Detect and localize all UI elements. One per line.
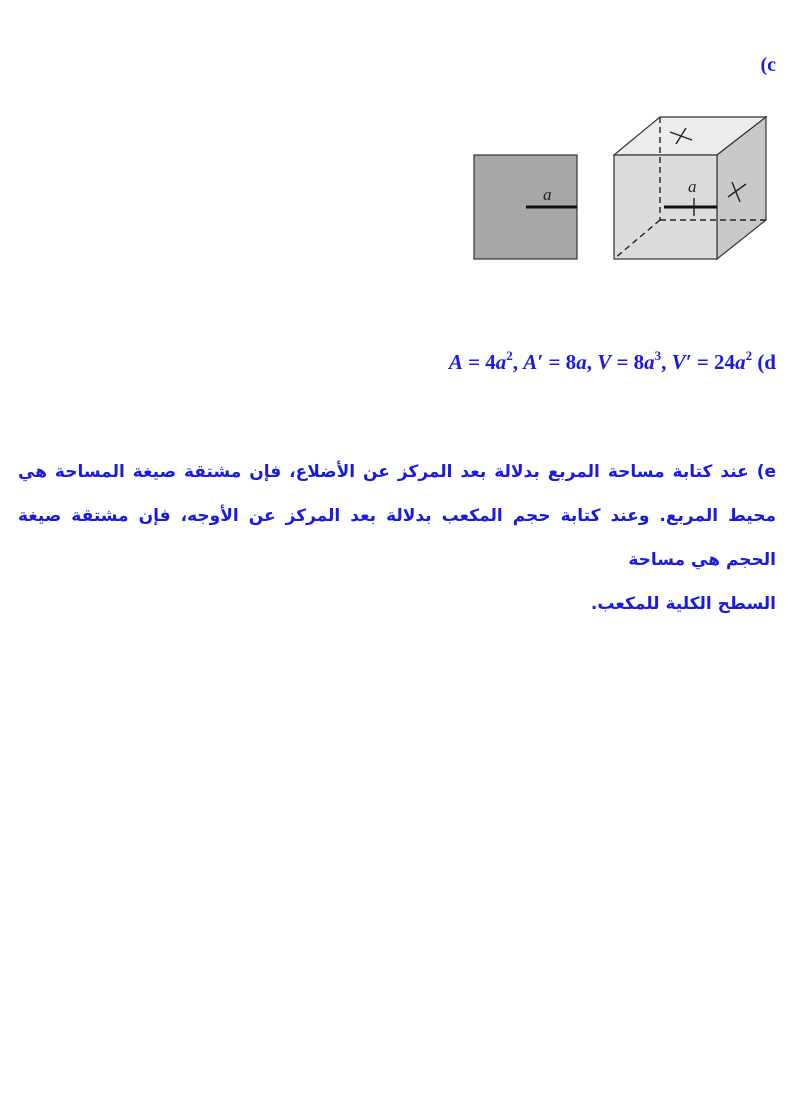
formula-a2: a [576, 350, 587, 374]
formula-eq1: = 4 [462, 350, 496, 374]
formula-eq2: = 8 [543, 350, 577, 374]
part-d-label: (d [757, 350, 776, 374]
formula-eq3: = 8 [611, 350, 645, 374]
formula-a1: a [495, 350, 507, 374]
formula-a4: a [735, 350, 746, 374]
square-label: a [543, 185, 552, 204]
formula-sep1: , [512, 350, 524, 374]
formula-V: V [597, 350, 612, 374]
formula-eq4: = 24 [691, 350, 736, 374]
formula-exp4: 2 [745, 348, 753, 363]
formula-exp3: 3 [654, 348, 662, 363]
formula-sep3: , [661, 350, 672, 374]
formula-A: A [448, 350, 463, 374]
formula-V-prime: V′ [671, 350, 692, 374]
figure-square-and-cube [470, 112, 770, 267]
part-c-label: (c [760, 54, 776, 76]
formula-a3: a [644, 350, 655, 374]
formula-sep2: , [586, 350, 598, 374]
part-e-paragraph [18, 450, 776, 626]
part-d-formula [449, 350, 776, 375]
formula-exp1: 2 [506, 348, 513, 363]
figure-svg [470, 112, 770, 267]
part-e-last-line: السطح الكلية للمكعب. [590, 594, 776, 614]
formula-A-prime: A′ [523, 350, 544, 374]
cube-label: a [688, 177, 697, 196]
part-e-text: e) عند كتابة مساحة المربع بدلالة بعد المركز عن الأضلاع، فإن مشتقة صيغة المساحة هي محيط المربع. وعند كتابة حجم المكعب بدلالة بعد المركز عن الأوجه، فإن مشتقة صيغة الحجم هي مساحة [18, 462, 776, 570]
